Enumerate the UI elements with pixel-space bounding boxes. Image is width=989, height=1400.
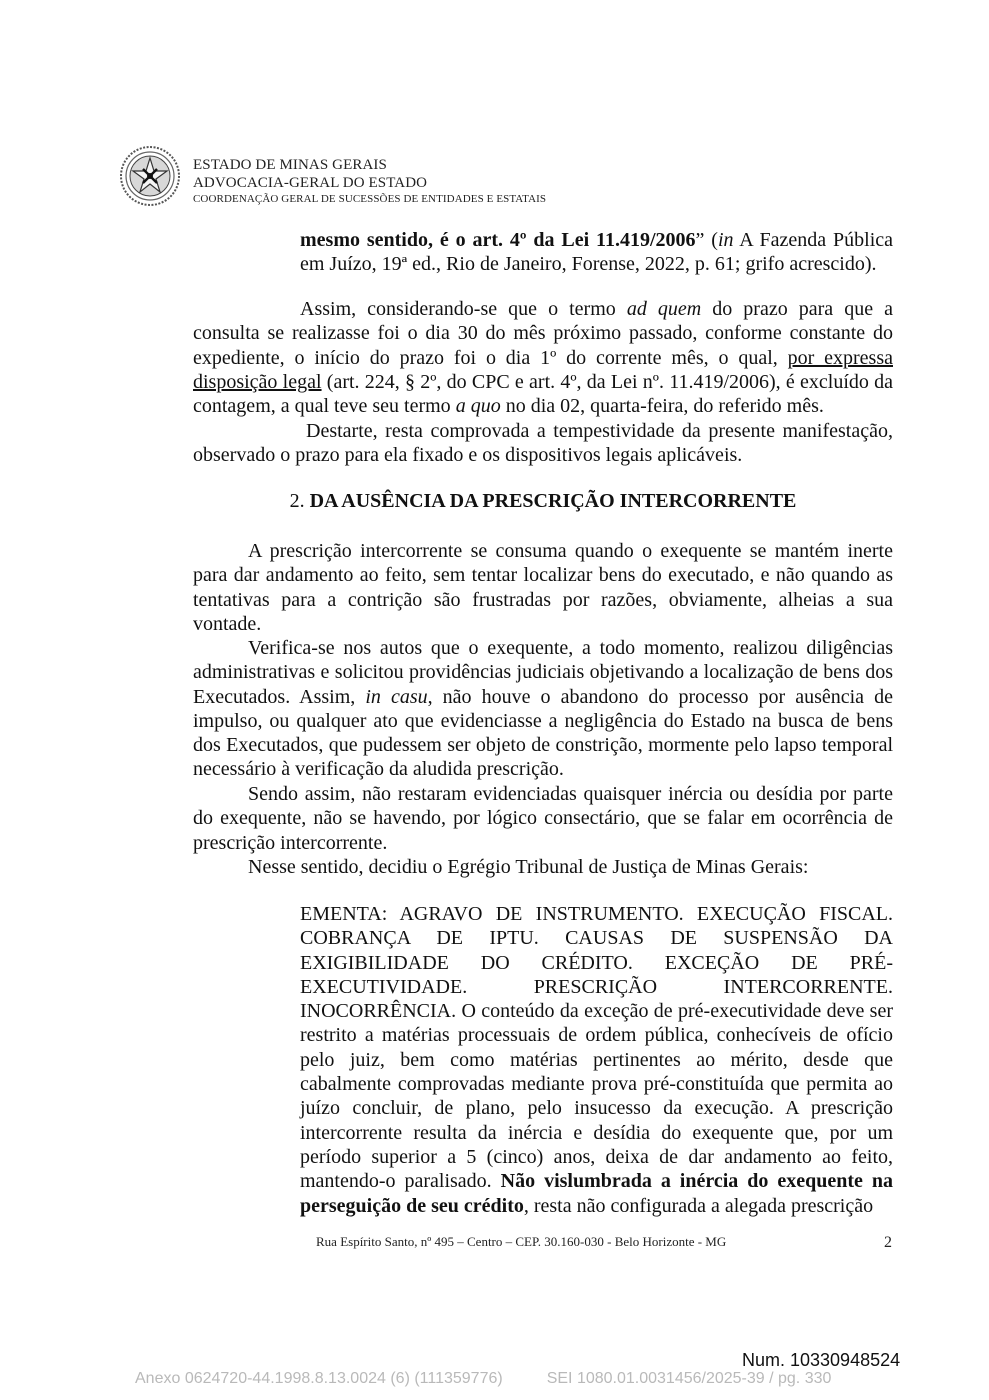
paragraph-conclusion: Sendo assim, não restaram evidenciadas quaisquer inércia ou desídia por parte do exequente, não se havendo, por lógico consectário, que se falar em ocorrência de prescrição intercorrente. — [193, 783, 893, 854]
para1-ad-quem: ad quem — [626, 298, 702, 320]
para4-text-b: , não houve o abandono do processo por ausência de impulso, ou qualquer ato que evidenciasse a negligência do Estado na busca de bens dos Executados, que pudessem ser objeto de constrição, mormente pelo lapso temporal necessário à verificação da aludida prescrição. — [193, 685, 893, 781]
document-number: Num. 10330948524 — [742, 1350, 901, 1370]
quote-close: ” ( — [695, 229, 718, 251]
para1-a-quo: a quo — [455, 395, 501, 418]
ementa-text-b: , resta não configurada a alegada prescrição — [523, 1194, 874, 1217]
quote-bold-text: mesmo sentido, é o art. 4º da Lei 11.419/2006 — [300, 229, 696, 251]
paragraph-diligences — [193, 636, 893, 782]
ementa-quote — [300, 902, 893, 1218]
section-heading — [193, 489, 893, 513]
paragraph-prescription: A prescrição intercorrente se consuma quando o exequente se mantém inerte para dar andamento ao feito, sem tentar localizar bens do executado, e não quando as tentativas para a contrição são frustradas por razões, obviamente, alheias a sua vontade. — [193, 540, 893, 635]
paragraph-tribunal: Nesse sentido, decidiu o Egrégio Tribunal de Justiça de Minas Gerais: — [248, 856, 809, 878]
ementa-bold: Não vislumbrada a inércia do exequente na perseguição de seu crédito — [300, 1170, 893, 1217]
coat-of-arms-seal-icon — [119, 145, 181, 207]
para1-text-a: Assim, considerando-se que o termo — [300, 298, 627, 320]
para1-text-b: do prazo para que a consulta se realizasse foi o dia 30 do mês próximo passado, conforme constante do expediente, o início do prazo foi o dia 1º do corrente mês, o qual, — [193, 298, 893, 369]
para4-text-a: Verifica-se nos autos que o exequente, a todo momento, realizou diligências administrativas e solicitou providências judiciais objetivando a localização de bens dos Executados. Assim, — [193, 637, 893, 708]
page-number: 2 — [884, 1234, 892, 1251]
quote-continuation — [300, 228, 893, 277]
para1-underlined: por expressa disposição legal — [193, 346, 893, 393]
footer-address: Rua Espírito Santo, nº 495 – Centro – CEP. 30.160-030 - Belo Horizonte - MG — [316, 1234, 727, 1249]
paragraph-term — [193, 297, 893, 418]
header-state: ESTADO DE MINAS GERAIS — [193, 157, 387, 173]
para1-text-d: no dia 02, quarta-feira, do referido mês. — [500, 395, 824, 418]
sei-id: SEI 1080.01.0031456/2025-39 / pg. 330 — [546, 1370, 832, 1387]
quote-in: in — [717, 229, 734, 251]
para4-in-casu: in casu — [365, 685, 428, 708]
ementa-text-a: EMENTA: AGRAVO DE INSTRUMENTO. EXECUÇÃO FISCAL. COBRANÇA DE IPTU. CAUSAS DE SUSPENSÃO DA EXIGIBILIDADE DO CRÉDITO. EXCEÇÃO DE PRÉ-EXECUTIVIDADE. PRESCRIÇÃO INTERCORRENTE. INOCORRÊNCIA. O conteúdo da exceção de pré-executividade deve ser restrito a matérias processuais de ordem pública, conhecíveis de ofício pelo juiz, bem como matérias pertinentes ao mérito, desde que cabalmente comprovadas mediante prova pré-constituída que permita ao juízo concluir, de plano, pelo insucesso da execução. A prescrição intercorrente resulta da inércia e desídia do exequente que, por um período superior a 5 (cinco) anos, deixa de dar andamento ao feito, mantendo-o paralisado. — [300, 903, 893, 1193]
annex-id: Anexo 0624720-44.1998.8.13.0024 (6) (111359776) — [135, 1370, 503, 1387]
quote-rest: A Fazenda Pública em Juízo, 19ª ed., Rio de Janeiro, Forense, 2022, p. 61; grifo acrescido). — [300, 229, 893, 276]
section-number: 2. — [289, 490, 310, 512]
para1-text-c: (art. 224, § 2º, do CPC e art. 4º, da Lei nº. 11.419/2006), é excluído da contagem, a qual teve seu termo — [193, 370, 893, 418]
paragraph-tempestivity: Destarte, resta comprovada a tempestividade da presente manifestação, observado o prazo para ela fixado e os dispositivos legais aplicáveis. — [193, 420, 893, 467]
header-agency: ADVOCACIA-GERAL DO ESTADO — [193, 175, 428, 191]
header-department: COORDENAÇÃO GERAL DE SUCESSÕES DE ENTIDADES E ESTATAIS — [193, 193, 547, 205]
section-title: DA AUSÊNCIA DA PRESCRIÇÃO INTERCORRENTE — [309, 490, 797, 512]
annex-stamp — [135, 1370, 831, 1388]
